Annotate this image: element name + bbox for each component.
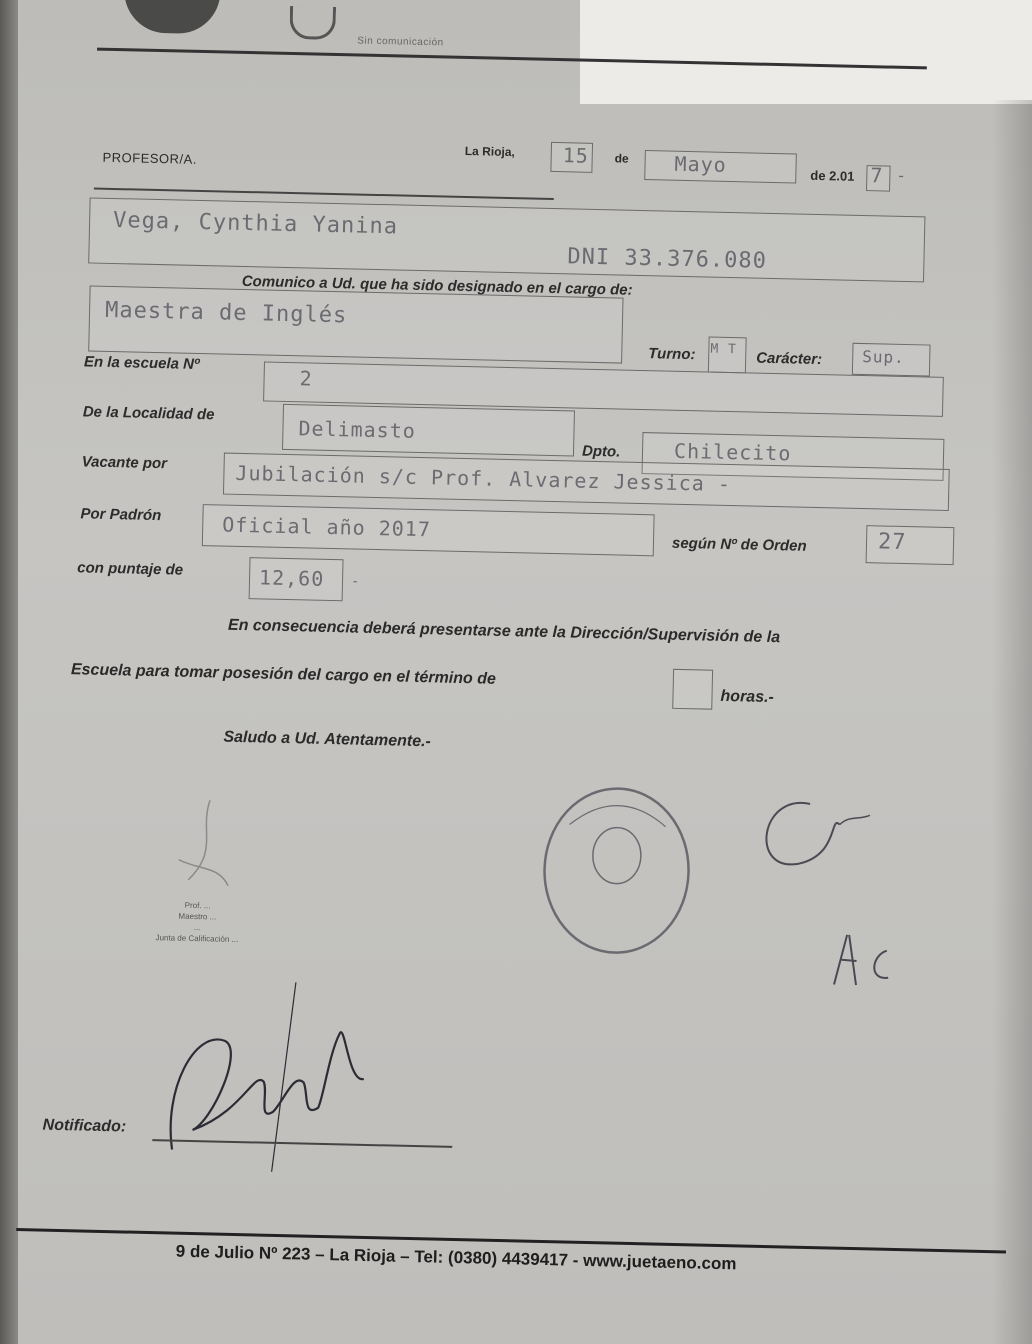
- consecuencia-line-2: Escuela para tomar posesión del cargo en el término de: [70, 661, 497, 688]
- padron-value: Oficial año 2017: [222, 512, 432, 542]
- orden-label: según Nº de Orden: [671, 534, 807, 555]
- padron-label: Por Padrón: [80, 505, 162, 525]
- signer-line-1: Prof. ...: [184, 900, 211, 911]
- caracter-label: Carácter:: [756, 349, 823, 369]
- footer-address: 9 de Julio Nº 223 – La Rioja – Tel: (0380) 4439417 - www.juetaeno.com: [175, 1241, 737, 1274]
- letterhead-text: Sin comunicación: [357, 35, 444, 49]
- dpto-value: Chilecito: [673, 438, 792, 466]
- vacante-value: Jubilación s/c Prof. Alvarez Jessica -: [235, 460, 732, 497]
- turno-label: Turno:: [648, 345, 696, 364]
- consecuencia-line-1: En consecuencia deberá presentarse ante la Dirección/Supervisión de la: [227, 616, 781, 647]
- month-value: Mayo: [674, 151, 728, 177]
- cargo-box: [88, 285, 623, 363]
- de-label: de: [614, 151, 629, 166]
- faint-signature: [148, 789, 250, 901]
- signer-block: [97, 898, 298, 947]
- escuela-value: 2: [299, 366, 313, 391]
- year-label: de 2.01: [810, 167, 855, 184]
- notificado-label: Notificado:: [42, 1116, 127, 1136]
- orden-value: 27: [877, 529, 907, 556]
- horas-box: [672, 669, 713, 710]
- city-label: La Rioja,: [464, 143, 515, 160]
- signer-line-4: Junta de Calificación ...: [155, 933, 239, 945]
- letterhead-logo: [123, 0, 220, 34]
- initials-signature: [736, 782, 931, 1006]
- horas-label: horas.-: [720, 687, 775, 707]
- localidad-value: Delimasto: [298, 416, 417, 443]
- puntaje-dash: -: [350, 573, 361, 590]
- saludo-text: Saludo a Ud. Atentamente.-: [223, 728, 432, 751]
- communicate-text: Comunico a Ud. que ha sido designado en el cargo de:: [241, 272, 633, 299]
- year-dash: -: [896, 165, 908, 185]
- recipient-dni: DNI 33.376.080: [567, 244, 768, 274]
- vacante-label: Vacante por: [81, 453, 168, 473]
- puntaje-label: con puntaje de: [77, 559, 184, 579]
- recipient-role-label: PROFESOR/A.: [102, 149, 198, 167]
- signer-line-2: Maestro ...: [178, 911, 217, 922]
- caracter-value: Sup.: [862, 347, 905, 367]
- official-stamp: [526, 774, 710, 968]
- cargo-value: Maestra de Inglés: [104, 297, 348, 329]
- turno-value: M T: [710, 341, 738, 358]
- recipient-name: Vega, Cynthia Yanina: [112, 207, 399, 240]
- escuela-label: En la escuela Nº: [83, 353, 200, 373]
- localidad-label: De la Localidad de: [82, 403, 215, 424]
- form-content: [0, 6, 1028, 1328]
- day-value: 15: [562, 143, 590, 168]
- year-digit: 7: [870, 163, 884, 188]
- dpto-label: Dpto.: [581, 442, 621, 461]
- signer-line-3: ...: [193, 922, 201, 933]
- letterhead-emblem: [289, 6, 336, 40]
- notificado-signature: [151, 969, 406, 1195]
- puntaje-value: 12,60: [258, 565, 325, 591]
- letterhead-rule: [97, 48, 927, 70]
